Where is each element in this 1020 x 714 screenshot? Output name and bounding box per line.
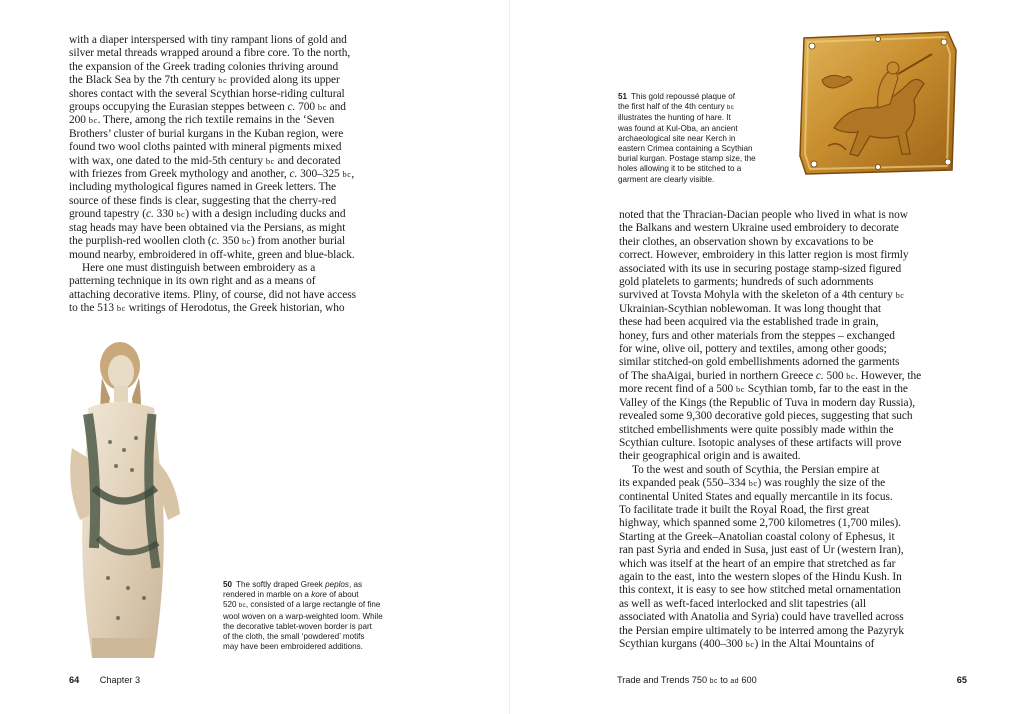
figure-50-caption: 50 The softly draped Greek peplos, as rendered in marble on a kore of about 520 bc, consisted of a large rectangle of fine wool woven on a warp-weighted loom. While the decorative tablet-woven border is part of the cloth, the small ‘powdered’ motifs may have been embroidered additions. (223, 580, 383, 652)
running-head: Trade and Trends 750 bc to ad 600 (617, 675, 757, 685)
gold-repousse-plaque-icon (798, 28, 960, 178)
marble-statue-icon (58, 338, 188, 668)
figure-51-caption: 51 This gold repoussé plaque of the first half of the 4th century bc illustrates the hunting of hare. It was found at Kul-Oba, an ancient archaeological site near Kerch in eastern Crimea containing a Scythian burial kurgan. Postage stamp size, the holes allowing it to be stitched to a garment are clearly visible. (618, 92, 756, 184)
page-number: 64 (69, 675, 80, 685)
right-body-text (619, 209, 964, 651)
page-number: 65 (956, 675, 967, 685)
left-footer (69, 675, 140, 685)
caption-number: 51 (618, 92, 628, 101)
right-footer (617, 675, 967, 685)
kore-statue-image (58, 338, 188, 668)
caption-number: 50 (223, 580, 233, 589)
body-paragraph: noted that the Thracian-Dacian people who lived in what is now the Balkans and western Ukraine used embroidery to decorate their clothes, an observation shown by excavations to be correct. However, embroidery in this latter region is most firmly associated with its use in securing postage stamp-sized figured gold platelets to garments; hundreds of such adornments survived at Tovsta Mohyla with the skeleton of a 4th century bc Ukrainian-Scythian noblewoman. It was long thought that these had been acquired via the established trade in grain, honey, furs and other materials from the steppes – exchanged for wine, olive oil, pottery and textiles, among other goods; similar stitched-on gold embellishments adorned the garments of The shaAigai, buried in northern Greece c. 500 bc. However, the more recent find of a 500 bc Scythian tomb, far to the east in the Valley of the Kings (the Republic of Tuva in modern day Russia), revealed some 9,300 decorative gold pieces, suggesting that such stitched embellishments were quite possibly made within the Scythian culture. Isotopic analyses of these artifacts will prove their geographical origin and is awaited. (619, 209, 922, 463)
gold-plaque-image (798, 28, 960, 178)
left-body-text (69, 34, 409, 316)
right-page (510, 0, 1020, 714)
body-paragraph: Here one must distinguish between embroidery as a patterning technique in its own right and as a means of attaching decorative items. Pliny, of course, did not have access to the 513 bc writings of Herodotus, the Greek historian, who (69, 261, 357, 315)
body-paragraph: To the west and south of Scythia, the Persian empire at its expanded peak (550–334 bc) was roughly the size of the continental United States and equally mercantile in its focus. To facilitate trade it built the Royal Road, the first great highway, which spanned some 2,700 kilometres (1,700 miles). Starting at the Greek–Anatolian coastal colony of Ephesus, it ran past Syria and ended in Susa, just east of Ur (western Iran), which was itself at the heart of an empire that stretched as far again to the east, into the western slopes of the Hindu Kush. In this context, it is easy to see how stitched metal ornamentation as well as weft-faced interlocked and slit tapestries (all associated with Anatolia and Syria) could have travelled across the Persian empire ultimately to be interred among the Pazyryk Scythian kurgans (400–300 bc) in the Altai Mountains of (619, 463, 905, 650)
body-paragraph: with a diaper interspersed with tiny rampant lions of gold and silver metal threads wrapped around a fibre core. To the north, the expansion of the Greek trading colonies thriving around the Black Sea by the 7th century bc provided along its upper shores contact with the several Scythian horse-riding cultural groups occupying the Eurasian steppes between c. 700 bc and 200 bc. There, among the rich textile remains in the ‘Seven Brothers’ cluster of burial kurgans in the Kuban region, were found two wool cloths painted with mineral pigments mixed with wax, one dated to the mid-5th century bc and decorated with friezes from Greek mythology and another, c. 300–325 bc, including mythological figures named in Greek letters. The source of these finds is clear, suggesting that the cherry-red ground tapestry (c. 330 bc) with a design including ducks and stag heads may have been obtained via the Persians, as might the purplish-red woollen cloth (c. 350 bc) from another burial mound nearby, embroidered in off-white, green and blue-black. (69, 34, 355, 261)
running-head: Chapter 3 (99, 675, 141, 685)
